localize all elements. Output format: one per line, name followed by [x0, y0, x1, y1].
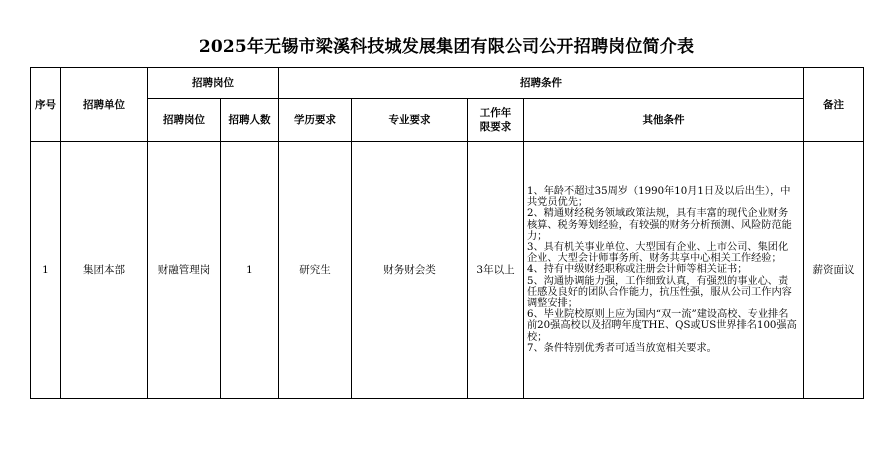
condition-item: 7、条件特别优秀者可适当放宽相关要求。 [527, 342, 717, 354]
page-title: 2025年无锡市梁溪科技城发展集团有限公司公开招聘岗位简介表 [198, 37, 695, 57]
condition-item: 6、毕业院校原则上应为国内“双一流”建设高校、专业排名前20强高校以及招聘年度THE、QS或US世界排名100强高校； [527, 309, 797, 343]
cell-experience: 3年以上 [468, 142, 524, 399]
cell-remark: 薪资面议 [804, 142, 864, 399]
condition-item: 2、精通财经税务领域政策法规，具有丰富的现代企业财务核算、税务筹划经验，有较强的财务分析预测、风险防范能力； [527, 208, 792, 242]
header-position-group: 招聘岗位 [148, 68, 279, 99]
header-row-2 [31, 99, 864, 142]
cell-seq: 1 [31, 142, 61, 399]
header-position: 招聘岗位 [148, 99, 221, 142]
condition-item: 3、具有机关事业单位、大型国有企业、上市公司、集团化企业、大型会计师事务所、财务共享中心相关工作经验； [527, 241, 789, 265]
recruitment-table [30, 67, 864, 399]
condition-item: 1、年龄不超过35周岁（1990年10月1日及以后出生），中共党员优先； [527, 185, 791, 209]
header-experience: 工作年限要求 [468, 99, 524, 142]
header-education: 学历要求 [279, 99, 352, 142]
header-unit: 招聘单位 [61, 68, 148, 142]
cell-other-conditions [524, 142, 804, 399]
condition-item: 4、持有中级财经职称或注册会计师等相关证书； [527, 264, 748, 276]
header-seq: 序号 [31, 68, 61, 142]
cell-major: 财务财会类 [352, 142, 468, 399]
header-remark: 备注 [804, 68, 864, 142]
header-conditions-group: 招聘条件 [279, 68, 804, 99]
cell-count: 1 [221, 142, 279, 399]
header-other: 其他条件 [524, 99, 804, 142]
condition-item: 5、沟通协调能力强，工作细致认真，有强烈的事业心、责任感及良好的团队合作能力，抗压性强，服从公司工作内容调整安排； [527, 275, 792, 309]
header-count: 招聘人数 [221, 99, 279, 142]
cell-position: 财融管理岗 [148, 142, 221, 399]
header-row-1 [31, 68, 864, 99]
cell-unit: 集团本部 [61, 142, 148, 399]
header-major: 专业要求 [352, 99, 468, 142]
cell-education: 研究生 [279, 142, 352, 399]
table-row [31, 142, 864, 399]
